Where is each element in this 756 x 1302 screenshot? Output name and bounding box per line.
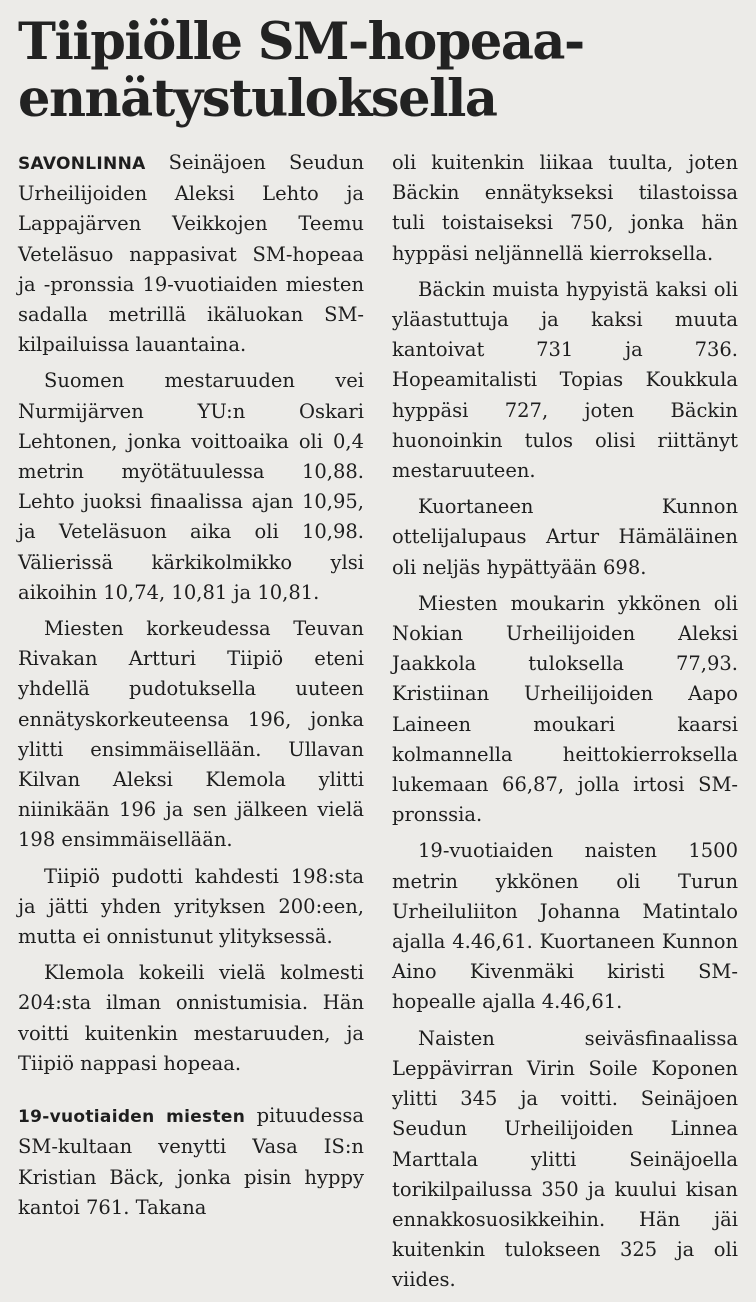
paragraph-text: Seinäjoen Seudun Urheilijoiden Aleksi Lehto ja Lappajärven Veikkojen Teemu Veteläsuo nappasivat SM-hopeaa ja -pronssia 19-vuotiaiden miesten sadalla metrillä ikäluokan SM-kilpailuissa lauantaina. [18,151,365,357]
headline: Tiipiölle SM-hopeaa-ennätystuloksella [18,12,584,129]
paragraph: Bäckin muista hypyistä kaksi oli yläastuttuja ja kaksi muuta kantoivat 731 ja 736. Hopeamitalisti Topias Koukkula hyppäsi 727, joten Bäckin huonoinkin tulos olisi riittänyt mestaruuteen. [392,277,738,483]
paragraph: 19-vuotiaiden naisten 1500 metrin ykkönen oli Turun Urheiluliiton Johanna Matintalo ajalla 4.46,61. Kuortaneen Kunnon Aino Kivenmäki kiristi SM-hopealle ajalla 4.46,61. [392,839,738,1014]
subhead: 19-vuotiaiden miesten [18,1107,246,1128]
dateline: SAVONLINNA [18,154,146,174]
paragraph: Miesten moukarin ykkönen oli Nokian Urheilijoiden Aleksi Jaakkola tuloksella 77,93. Kristiinan Urheilijoiden Aapo Laineen moukari kaarsi kolmannella heittokierroksella lukemaan 66,87, jolla irtosi SM-pronssia. [392,591,738,827]
paragraph [18,1101,364,1223]
paragraph: Tiipiö pudotti kahdesti 198:sta ja jätti yhden yrityksen 200:een, mutta ei onnistunut ylityksessä. [18,864,364,949]
paragraph: Naisten seiväsfinaalissa Leppävirran Virin Soile Koponen ylitti 345 ja voitti. Seinäjoen Seudun Urheilijoiden Linnea Marttala ylitti Seinäjoella torikilpailussa 350 ja kuului kisan ennakkosuosikkeihin. Hän jäi kuitenkin tulokseen 325 ja oli viides. [392,1026,738,1292]
paragraph: Suomen mestaruuden vei Nurmijärven YU:n Oskari Lehtonen, jonka voittoaika oli 0,4 metrin myötätuulessa 10,88. Lehto juoksi finaalissa ajan 10,95, ja Veteläsuon aika oli 10,98. Välierissä kärkikolmikko ylsi aikoihin 10,74, 10,81 ja 10,81. [18,369,364,604]
paragraph: Klemola kokeili vielä kolmesti 204:sta ilman onnistumisia. Hän voitti kuitenkin mestaruuden, ja Tiipiö nappasi hopeaa. [18,961,364,1075]
paragraph: Kuortaneen Kunnon ottelijalupaus Artur Hämäläinen oli neljäs hypättyään 698. [392,495,738,579]
column-2 [392,148,738,1302]
article-body [18,148,738,1302]
paragraph: oli kuitenkin liikaa tuulta, joten Bäckin ennätykseksi tilastoissa tuli toistaiseksi 750, jonka hän hyppäsi neljännellä kierroksella. [392,151,738,265]
column-1 [18,148,364,1302]
paragraph: Miesten korkeudessa Teuvan Rivakan Artturi Tiipiö eteni yhdellä pudotuksella uuteen ennätyskorkeuteensa 196, jonka ylitti ensimmäisellään. Ullavan Kilvan Aleksi Klemola ylitti niinikään 196 ja sen jälkeen vielä 198 ensimmäisellään. [18,617,364,852]
paragraph [18,148,364,360]
paragraph-text: pituudessa SM-kultaan venytti Vasa IS:n Kristian Bäck, jonka pisin hyppy kantoi 761. Takana [18,1104,364,1219]
